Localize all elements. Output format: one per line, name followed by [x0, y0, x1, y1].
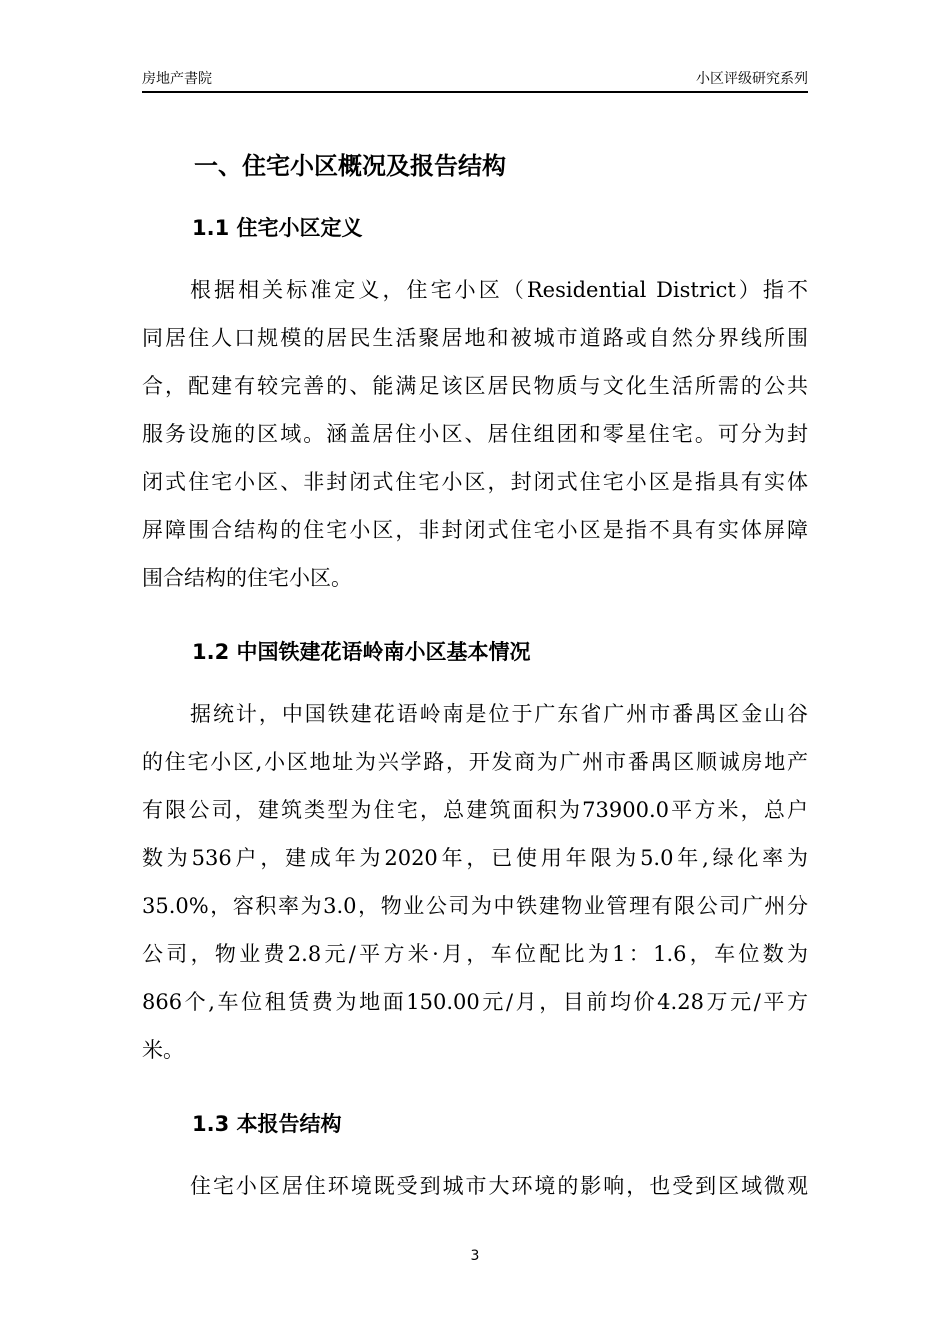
paragraph-line: 合，配建有较完善的、能满足该区居民物质与文化生活所需的公共	[142, 374, 808, 398]
section-heading: 1.2 中国铁建花语岭南小区基本情况	[192, 640, 531, 664]
section-heading: 1.1 住宅小区定义	[192, 216, 363, 240]
paragraph-line: 据统计，中国铁建花语岭南是位于广东省广州市番禺区金山谷	[190, 702, 808, 726]
paragraph-line: 同居住人口规模的居民生活聚居地和被城市道路或自然分界线所围	[142, 326, 808, 350]
header-rule	[142, 91, 808, 93]
paragraph-line: 屏障围合结构的住宅小区，非封闭式住宅小区是指不具有实体屏障	[142, 518, 808, 542]
page-number: 3	[470, 1248, 480, 1264]
paragraph-line: 的住宅小区,小区地址为兴学路，开发商为广州市番禺区顺诚房地产	[142, 750, 808, 774]
section-heading: 1.3 本报告结构	[192, 1112, 342, 1136]
paragraph-line: 围合结构的住宅小区。	[142, 566, 352, 590]
header-left: 房地产書院	[142, 71, 212, 87]
paragraph-line: 866个,车位租赁费为地面150.00元/月，目前均价4.28万元/平方	[142, 990, 808, 1014]
paragraph-line: 米。	[142, 1038, 184, 1062]
paragraph-line: 公司，物业费2.8元/平方米·月，车位配比为1：1.6，车位数为	[142, 942, 808, 966]
paragraph-line: 数为536户，建成年为2020年，已使用年限为5.0年,绿化率为	[142, 846, 808, 870]
chapter-title: 一、住宅小区概况及报告结构	[194, 152, 506, 180]
paragraph-line: 根据相关标准定义，住宅小区（Residential District）指不	[190, 278, 808, 302]
paragraph-line: 住宅小区居住环境既受到城市大环境的影响，也受到区域微观	[190, 1174, 808, 1198]
paragraph-line: 闭式住宅小区、非封闭式住宅小区，封闭式住宅小区是指具有实体	[142, 470, 808, 494]
paragraph-line: 服务设施的区域。涵盖居住小区、居住组团和零星住宅。可分为封	[142, 422, 808, 446]
paragraph-line: 35.0%，容积率为3.0，物业公司为中铁建物业管理有限公司广州分	[142, 894, 808, 918]
header-right: 小区评级研究系列	[696, 71, 808, 87]
paragraph-line: 有限公司，建筑类型为住宅，总建筑面积为73900.0平方米，总户	[142, 798, 808, 822]
